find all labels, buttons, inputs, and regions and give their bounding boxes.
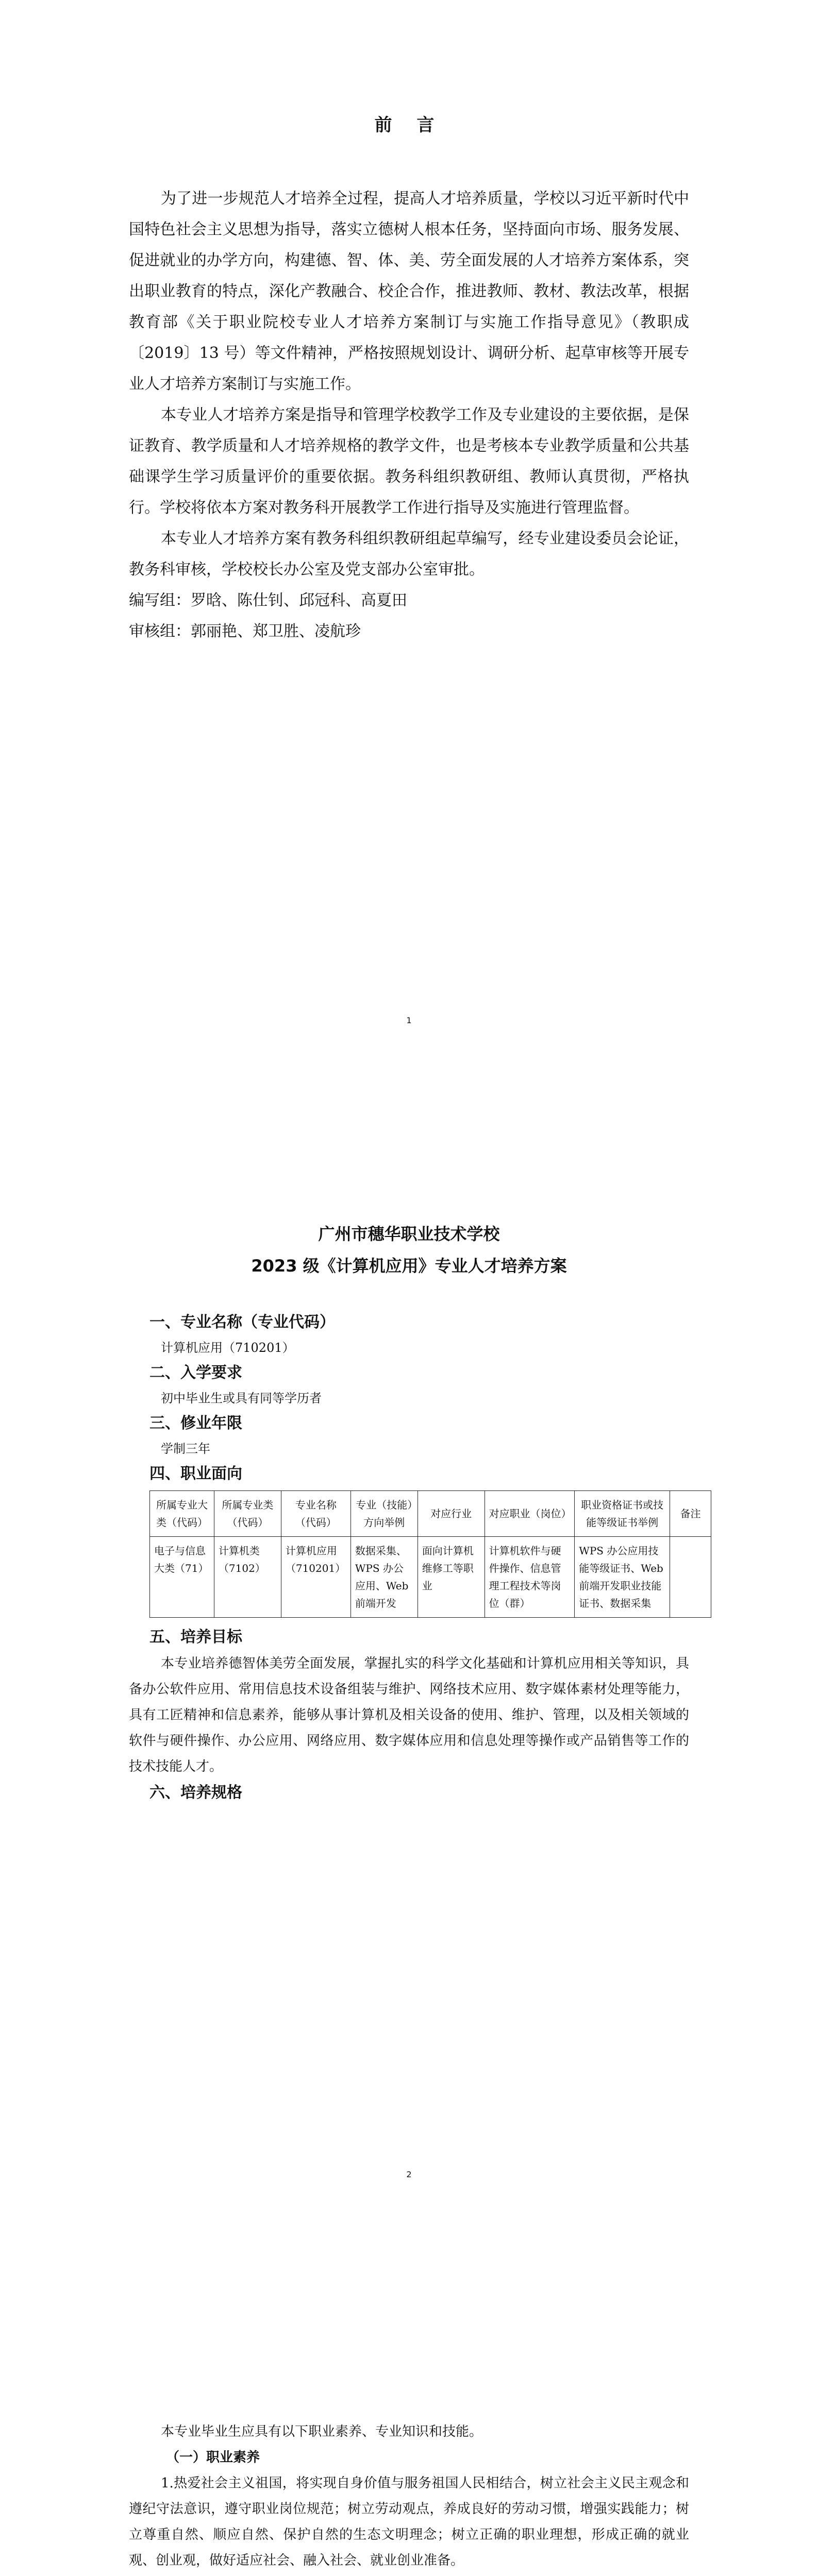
specification-intro: 本专业毕业生应具有以下职业素养、专业知识和技能。 <box>161 2424 483 2439</box>
page-1 <box>0 0 818 1154</box>
table-header-cell: 对应职业（岗位） <box>485 1491 575 1537</box>
table-cell: 数据采集、WPS 办公应用、Web 前端开发 <box>350 1537 418 1618</box>
page-number: 2 <box>406 2170 412 2179</box>
preface-paragraph-2: 本专业人才培养方案是指导和管理学校教学工作及专业建设的主要依据，是保证教育、教学质量和人才培养规格的教学文件，也是考核本专业教学质量和公共基础课学生学习质量评价的重要依据。教务科组织教研组、教师认真贯彻，严格执行。学校将依本方案对教务科开展教学工作进行指导及实施进行管理监督。 <box>129 406 689 517</box>
reviewers-line: 审核组：郭丽艳、郑卫胜、凌航珍 <box>129 622 361 640</box>
section-5-heading: 五、培养目标 <box>149 1628 242 1646</box>
section-3-body: 学制三年 <box>161 1442 210 1456</box>
compilers-line: 编写组：罗晗、陈仕钊、邱冠科、高夏田 <box>129 591 407 609</box>
section-3-heading: 三、修业年限 <box>149 1414 242 1432</box>
section-6-heading: 六、培养规格 <box>149 1784 242 1802</box>
table-cell: 面向计算机维修工等职业 <box>418 1537 485 1618</box>
table-header-cell: 所属专业大类（代码） <box>150 1491 214 1537</box>
table-cell: 电子与信息大类（71） <box>150 1537 214 1618</box>
page-3 <box>0 2308 818 2576</box>
section-2-body: 初中毕业生或具有同等学历者 <box>161 1391 322 1405</box>
table-row <box>150 1537 711 1618</box>
literacy-item: 1.热爱社会主义祖国，将实现自身价值与服务祖国人民相结合，树立社会主义民主观念和遵纪守法意识，遵守职业岗位规范；树立劳动观点，养成良好的劳动习惯，增强实践能力；树立尊重自然、顺应自然、保护自然的生态文明理念；树立正确的职业理想，形成正确的就业观、创业观，做好适应社会、融入社会、就业创业准备。 <box>129 2476 689 2568</box>
professional-literacy-heading: （一）职业素养 <box>166 2450 260 2465</box>
table-header-cell: 所属专业类（代码） <box>214 1491 281 1537</box>
section-1-body: 计算机应用（710201） <box>161 1341 295 1355</box>
section-2-heading: 二、入学要求 <box>149 1364 242 1382</box>
table-cell: 计算机软件与硬件操作、信息管理工程技术等岗位（群） <box>485 1537 575 1618</box>
table-header-cell: 职业资格证书或技能等级证书举例 <box>575 1491 670 1537</box>
table-header-cell: 专业名称（代码） <box>281 1491 350 1537</box>
plan-title: 2023 级《计算机应用》专业人才培养方案 <box>251 1256 567 1276</box>
literacy-item <box>129 2573 689 2576</box>
school-name: 广州市穗华职业技术学校 <box>318 1224 500 1244</box>
preface-paragraph-1: 为了进一步规范人才培养全过程，提高人才培养质量，学校以习近平新时代中国特色社会主义思想为指导，落实立德树人根本任务，坚持面向市场、服务发展、促进就业的办学方向，构建德、智、体、美、劳全面发展的人才培养方案体系，突出职业教育的特点，深化产教融合、校企合作，推进教师、教材、教法改革，根据教育部《关于职业院校专业人才培养方案制订与实施工作指导意见》（教职成〔2019〕13 号）等文件精神，严格按照规划设计、调研分析、起草审核等开展专业人才培养方案制订与实施工作。 <box>129 190 689 393</box>
section-4-heading: 四、职业面向 <box>149 1465 242 1483</box>
page-number: 1 <box>406 1015 412 1025</box>
page-2 <box>0 1154 818 2308</box>
table-cell: 计算机类（7102） <box>214 1537 281 1618</box>
table-cell: 计算机应用（710201） <box>281 1537 350 1618</box>
table-header-row <box>150 1491 711 1537</box>
table-cell: WPS 办公应用技能等级证书、Web 前端开发职业技能证书、数据采集 <box>575 1537 670 1618</box>
career-direction-table <box>149 1490 711 1618</box>
table-header-cell: 对应行业 <box>418 1491 485 1537</box>
section-5-body: 本专业培养德智体美劳全面发展，掌握扎实的科学文化基础和计算机应用相关等知识，具备办公软件应用、常用信息技术设备组装与维护、网络技术应用、数字媒体素材处理等能力，具有工匠精神和信息素养，能够从事计算机及相关设备的使用、维护、管理，以及相关领域的软件与硬件操作、办公应用、网络应用、数字媒体应用和信息处理等操作或产品销售等工作的技术技能人才。 <box>129 1656 689 1774</box>
table-header-cell: 备注 <box>670 1491 711 1537</box>
preface-title: 前 言 <box>374 115 444 135</box>
preface-paragraph-3: 本专业人才培养方案有教务科组织教研组起草编写，经专业建设委员会论证，教务科审核，学校校长办公室及党支部办公室审批。 <box>129 530 689 579</box>
section-1-heading: 一、专业名称（专业代码） <box>149 1313 335 1331</box>
table-cell <box>670 1537 711 1618</box>
table-header-cell: 专业（技能）方向举例 <box>350 1491 418 1537</box>
